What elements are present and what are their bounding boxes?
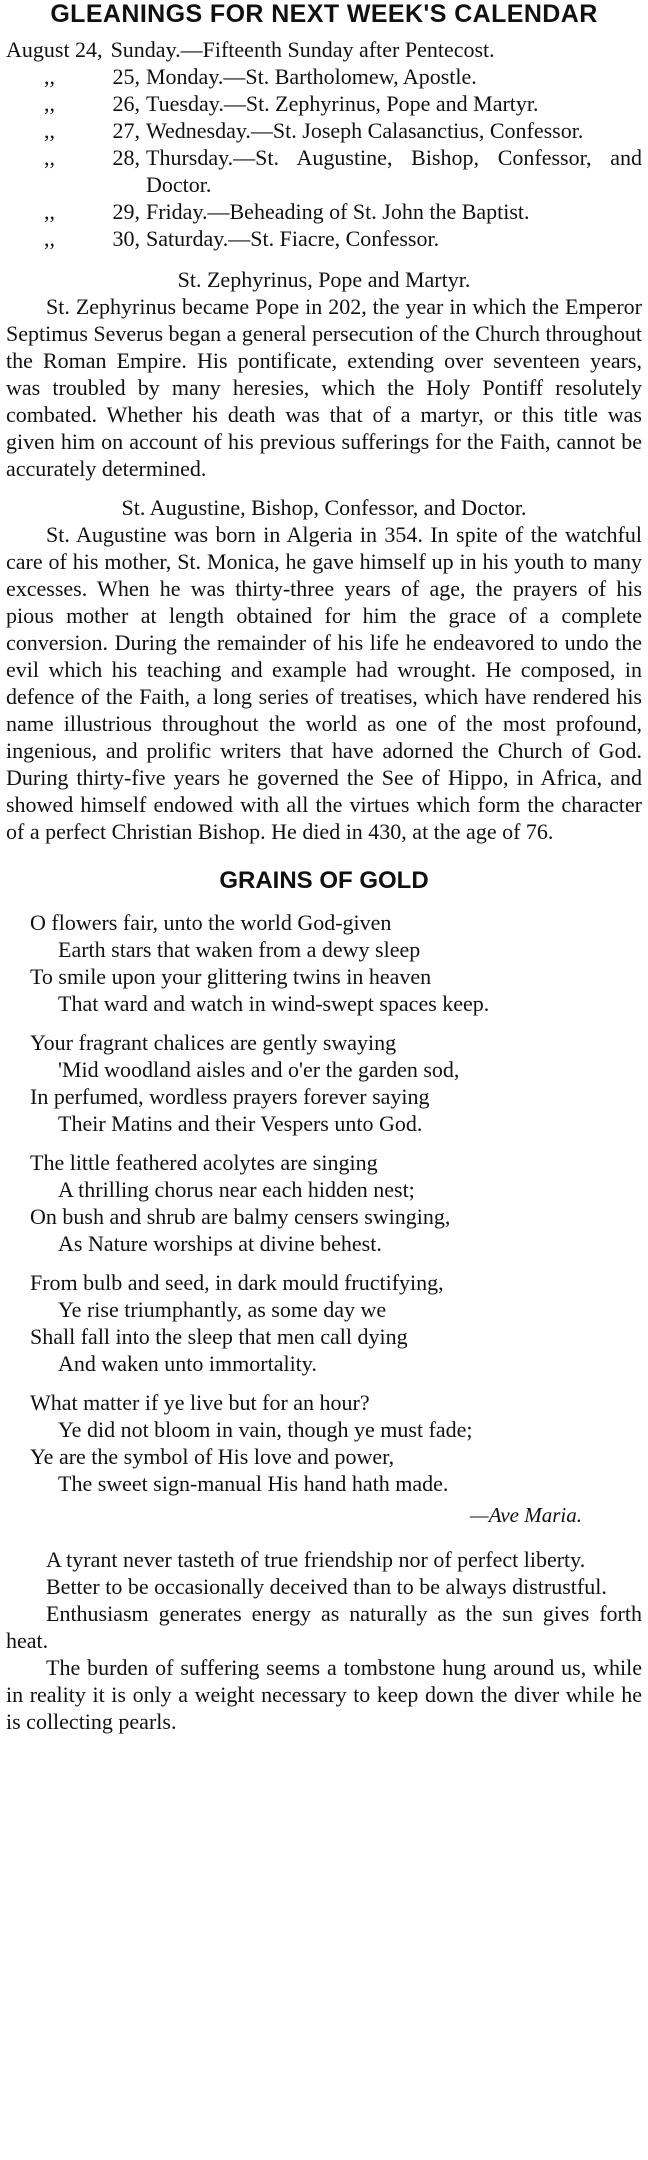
calendar-text: Monday.—St. Bartholomew, Apostle. [146, 64, 477, 89]
calendar-text: Saturday.—St. Fiacre, Confessor. [146, 226, 440, 251]
maxims [6, 1546, 642, 1735]
ditto-mark: ,, [44, 118, 55, 143]
calendar-entry [6, 36, 642, 63]
calendar-date: 30, [112, 226, 140, 251]
poem-line: From bulb and seed, in dark mould fructifying, [30, 1270, 444, 1295]
calendar-date: 29, [112, 199, 140, 224]
grains-title: GRAINS OF GOLD [219, 867, 429, 894]
augustine-body: St. Augustine was born in Algeria in 354. In spite of the watchful care of his mother, St. Monica, he gave himself up in his youth to many excesses. When he was thirty-three years of age, the prayers of his pious mother at length obtained for him the grace of a complete conversion. During the remainder of his life he endeavored to undo the evil which his teaching and example had wrought. He composed, in defence of the Faith, a long series of treatises, which have rendered his name illustrious throughout the world as one of the most profound, ingenious, and prolific writers that have adorned the Church of God. During thirty-five years he governed the See of Hippo, in Africa, and showed himself endowed with all the virtues which form the character of a perfect Christian Bishop. He died in 430, at the age of 76. [6, 522, 642, 844]
poem-stanza [30, 909, 642, 1017]
poem-line: The sweet sign-manual His hand hath made. [58, 1471, 449, 1496]
calendar-text: Sunday.—Fifteenth Sunday after Pentecost. [110, 37, 495, 62]
poem-attribution: —Ave Maria. [470, 1503, 582, 1527]
poem-line: Their Matins and their Vespers unto God. [58, 1111, 423, 1136]
zephyrinus-heading: St. Zephyrinus, Pope and Martyr. [177, 267, 471, 292]
calendar-text: Wednesday.—St. Joseph Calasanctius, Confessor. [146, 118, 584, 143]
maxim: The burden of suffering seems a tombstone hung around us, while in reality it is only a weight necessary to keep down the diver while he is collecting pearls. [6, 1655, 642, 1734]
poem-line: Ye rise triumphantly, as some day we [58, 1297, 387, 1322]
calendar-entry [6, 225, 642, 252]
calendar-text: Tuesday.—St. Zephyrinus, Pope and Martyr. [146, 91, 539, 116]
ditto-mark: ,, [44, 145, 55, 170]
poem-line: What matter if ye live but for an hour? [30, 1390, 370, 1415]
calendar-date: August 24, [6, 37, 103, 62]
calendar-entry [6, 198, 642, 225]
maxim: Better to be occasionally deceived than to be always distrustful. [46, 1574, 607, 1599]
calendar-entry [6, 144, 642, 198]
poem-line: On bush and shrub are balmy censers swinging, [30, 1204, 451, 1229]
poem-line: Ye are the symbol of His love and power, [30, 1444, 395, 1469]
poem-line: Your fragrant chalices are gently swaying [30, 1030, 397, 1055]
zephyrinus-body: St. Zephyrinus became Pope in 202, the year in which the Emperor Septimus Severus began a general persecution of the Church throughout the Roman Empire. His pontificate, extending over seventeen years, was troubled by many heresies, which the Holy Pontiff resolutely combated. Whether his death was that of a martyr, or this title was given him on account of his previous sufferings for the Faith, cannot be accurately determined. [6, 294, 643, 481]
ditto-mark: ,, [44, 91, 55, 116]
calendar-text: Thursday.—St. Augustine, Bishop, Confessor, and Doctor. [146, 145, 642, 197]
calendar-date: 28, [112, 145, 140, 170]
calendar-entry [6, 117, 642, 144]
poem-stanza [30, 1389, 642, 1497]
poem-stanza [30, 1149, 642, 1257]
calendar-list [6, 36, 642, 252]
augustine-heading: St. Augustine, Bishop, Confessor, and Doctor. [121, 495, 527, 520]
poem-line: 'Mid woodland aisles and o'er the garden sod, [58, 1057, 460, 1082]
calendar-date: 26, [112, 91, 140, 116]
poem-line: In perfumed, wordless prayers forever saying [30, 1084, 430, 1109]
calendar-date: 27, [112, 118, 140, 143]
calendar-date: 25, [112, 64, 140, 89]
poem-line: That ward and watch in wind-swept spaces keep. [58, 991, 490, 1016]
poem-stanza [30, 1029, 642, 1137]
calendar-entry [6, 63, 642, 90]
poem-line: The little feathered acolytes are singing [30, 1150, 378, 1175]
maxim: Enthusiasm generates energy as naturally as the sun gives forth heat. [6, 1601, 642, 1653]
ditto-mark: ,, [44, 64, 55, 89]
gleanings-title: GLEANINGS FOR NEXT WEEK'S CALENDAR [50, 0, 598, 28]
poem-line: And waken unto immortality. [58, 1351, 317, 1376]
poem-line: Ye did not bloom in vain, though ye must fade; [58, 1417, 473, 1442]
poem-line: A thrilling chorus near each hidden nest; [58, 1177, 415, 1202]
ditto-mark: ,, [44, 199, 55, 224]
maxim: A tyrant never tasteth of true friendship nor of perfect liberty. [46, 1547, 586, 1572]
poem-line: As Nature worships at divine behest. [58, 1231, 382, 1256]
poem-stanza [30, 1269, 642, 1377]
ditto-mark: ,, [44, 226, 55, 251]
poem-line: To smile upon your glittering twins in heaven [30, 964, 432, 989]
calendar-text: Friday.—Beheading of St. John the Baptist. [146, 199, 530, 224]
poem-line: Shall fall into the sleep that men call dying [30, 1324, 408, 1349]
poem [30, 909, 642, 1497]
calendar-entry [6, 90, 642, 117]
poem-line: O flowers fair, unto the world God-given [30, 910, 392, 935]
poem-line: Earth stars that waken from a dewy sleep [58, 937, 421, 962]
